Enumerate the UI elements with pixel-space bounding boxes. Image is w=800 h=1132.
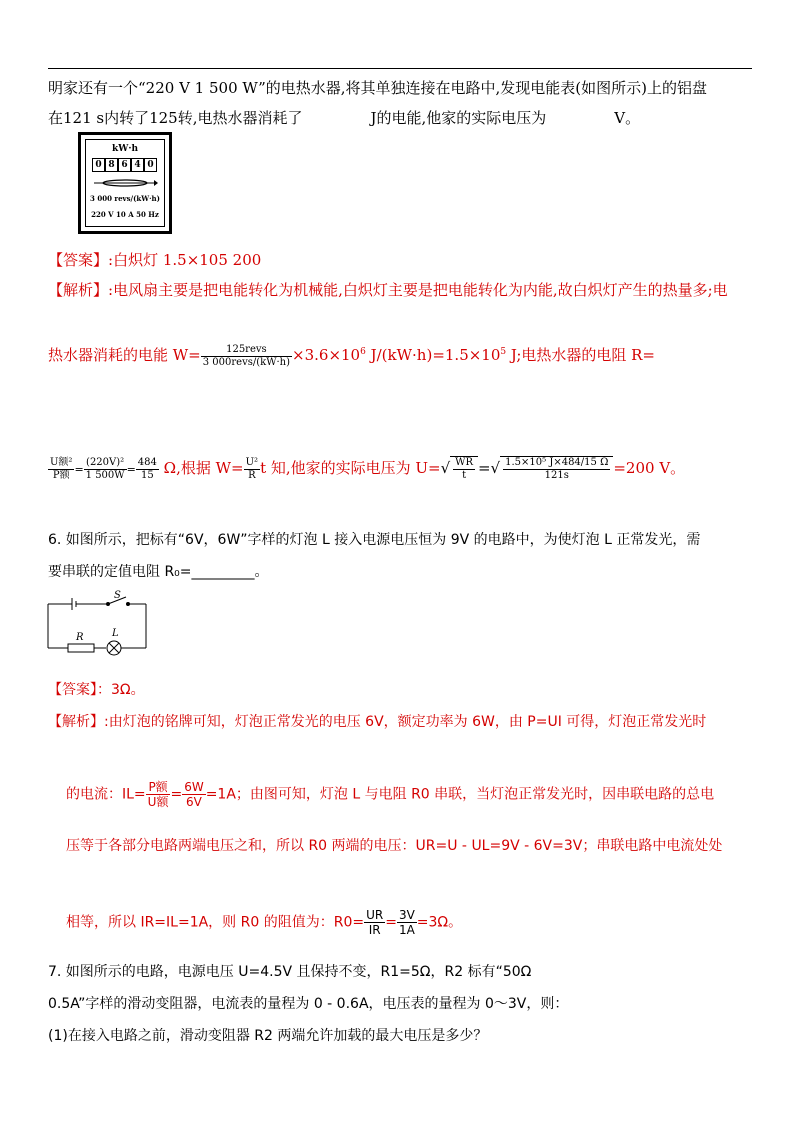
fraction-numerator: U额² <box>50 456 73 468</box>
fraction <box>136 457 159 482</box>
q5-analysis-2 <box>48 342 655 369</box>
answer-text: ：3Ω。 <box>97 682 145 698</box>
header-rule <box>48 68 752 69</box>
fraction-denominator: 121s <box>544 470 569 481</box>
analysis-text: 相等，所以 IR=IL=1A，则 R0 的阻值为：R0= <box>66 914 365 931</box>
analysis-text: :由灯泡的铭牌可知，灯泡正常发光的电压 6V，额定功率为 6W，由 P=UI 可得，灯泡正常发光时 <box>104 714 707 730</box>
fraction-numerator: U² <box>245 456 259 468</box>
fraction <box>48 457 74 482</box>
meter-digit: 8 <box>105 158 118 172</box>
fraction-denominator: 1 500W <box>85 469 125 481</box>
fraction-numerator: (220V)² <box>84 457 127 470</box>
fraction-denominator: IR <box>368 923 381 937</box>
fraction-numerator: 3V <box>398 908 415 922</box>
fraction <box>84 457 127 482</box>
q5-line1: 明家还有一个“220 V 1 500 W”的电热水器,将其单独连接在电路中,发现电能表(如图所示)上的铝盘 <box>48 79 707 97</box>
q5-line2 <box>48 108 640 128</box>
fraction-numerator: 6W <box>184 780 204 794</box>
square-root <box>450 456 478 482</box>
meter-spec-revs: 3 000 revs/(kW·h) <box>90 194 160 203</box>
fraction-denominator: t <box>462 470 467 481</box>
analysis-text: =1A；由图可知，灯泡 L 与电阻 R0 串联，当灯泡正常发光时，因串联电路的总电 <box>205 786 715 803</box>
fraction-numerator: UR <box>366 908 384 922</box>
circuit-diagram <box>46 588 150 656</box>
q5-analysis-3: $\frac{\text{U额²}}{\text{P额}}$ = $\frac{\text{(220V)²}}{1 500W}$ = $\frac{484}{15}$ Ω,根据 W= $\frac{\text{U²}}{R}$ t 知,他家的实际电压为 U=√ $\frac{WR}{t}$ =√ $\frac{\text{1.5×10⁵ J×484/15 Ω}}{121s}$ =200 V。 <box>50 456 686 481</box>
meter-unit: kW·h <box>111 144 139 154</box>
fraction-denominator: P额 <box>52 469 70 481</box>
meter-disc-arrow-icon <box>92 176 158 190</box>
electric-meter-figure <box>78 132 172 234</box>
meter-spec-rating: 220 V 10 A 50 Hz <box>91 210 159 219</box>
switch-label: S <box>114 590 121 601</box>
q5-line2-text-c: V。 <box>614 109 641 127</box>
q5-line2-text-b: J的电能,他家的实际电压为 <box>370 109 547 127</box>
q6-analysis-1 <box>48 712 706 732</box>
analysis-text: =3Ω。 <box>416 914 463 931</box>
fraction <box>146 780 171 809</box>
exponent: 5 <box>500 347 507 357</box>
fraction-numerator: P额 <box>146 780 171 795</box>
answer-label: 【答案】 <box>48 682 97 698</box>
q6-analysis-4: 相等，所以 IR=IL=1A，则 R0 的阻值为：R0= $\frac{UR}{IR}$ = $\frac{3V}{1A}$ =3Ω。 <box>66 908 463 937</box>
fraction-denominator: 1A <box>398 923 415 937</box>
fraction-denominator: 3 000revs/(kW·h) <box>202 356 291 368</box>
meter-digits <box>92 158 157 172</box>
analysis-text: =200 V。 <box>613 459 686 477</box>
analysis-label: 【解析】 <box>48 281 109 299</box>
fraction <box>453 457 475 482</box>
analysis-label: 【解析】 <box>48 714 104 730</box>
q7-line3: (1)在接入电路之前，滑动变阻器 R2 两端允许加载的最大电压是多少？ <box>48 1028 488 1044</box>
fraction <box>201 344 292 369</box>
fraction-numerator: 484 <box>137 456 157 468</box>
analysis-text: ×3.6×10 <box>292 346 361 364</box>
analysis-text: J;电热水器的电阻 R= <box>506 346 655 364</box>
fraction-denominator: 15 <box>140 469 154 481</box>
analysis-text: 热水器消耗的电能 W= <box>48 346 201 364</box>
analysis-text: 的电流：IL= <box>66 786 146 803</box>
q5-answer <box>48 250 261 270</box>
analysis-text: t 知,他家的实际电压为 U= <box>260 459 441 477</box>
q7-line2: 0.5A”字样的滑动变阻器，电流表的量程为 0 - 0.6A，电压表的量程为 0～3V，则： <box>48 996 569 1012</box>
q6-answer <box>48 680 145 700</box>
meter-digit: 6 <box>118 158 131 172</box>
analysis-text: Ω,根据 W= <box>163 459 244 477</box>
fraction <box>503 457 610 482</box>
analysis-text: J/(kW·h)=1.5×10 <box>365 346 501 364</box>
analysis-text: :电风扇主要是把电能转化为机械能,白炽灯主要是把电能转化为内能,故白炽灯产生的热量多;电 <box>108 281 728 299</box>
meter-digit: 0 <box>92 158 105 172</box>
fraction <box>364 908 385 937</box>
q5-analysis-1 <box>48 280 728 300</box>
fraction <box>182 780 206 809</box>
q5-line2-text-a: 在121 s内转了125转,电热水器消耗了 <box>48 109 303 127</box>
fraction-numerator: 125revs <box>201 344 292 357</box>
fraction-numerator: 1.5×10⁵ J×484/15 Ω <box>505 457 609 468</box>
fraction-denominator: 6V <box>186 795 202 809</box>
fraction-denominator: R <box>248 469 256 481</box>
square-root <box>500 456 613 482</box>
resistor-label: R <box>76 632 84 643</box>
q6-analysis-3: 压等于各部分电路两端电压之和，所以 R0 两端的电压：UR=U - UL=9V - 6V=3V；串联电路中电流处处 <box>66 838 723 854</box>
fraction-denominator: U额 <box>147 795 169 809</box>
meter-digit: 0 <box>144 158 157 172</box>
meter-digit: 4 <box>131 158 144 172</box>
q6-line2: 要串联的定值电阻 R₀=_________。 <box>48 564 269 580</box>
q7-line1: 7. 如图所示的电路，电源电压 U=4.5V 且保持不变，R1=5Ω，R2 标有“50Ω <box>48 964 532 980</box>
q6-analysis-2: 的电流：IL= $\frac{\text{P额}}{\text{U额}}$ = $\frac{6W}{6V}$ =1A；由图可知，灯泡 L 与电阻 R0 串联，当灯泡正常发光时，因串联电路的总电 <box>66 780 715 809</box>
q6-line1: 6. 如图所示，把标有“6V，6W”字样的灯泡 L 接入电源电压恒为 9V 的电路中，为使灯泡 L 正常发光，需 <box>48 532 701 548</box>
fraction <box>244 457 260 482</box>
fraction <box>397 908 417 937</box>
answer-text: :白炽灯 1.5×105 200 <box>108 251 262 269</box>
exponent: 6 <box>360 347 366 357</box>
fraction-numerator: WR <box>455 457 473 468</box>
lamp-label: L <box>112 628 119 639</box>
answer-label: 【答案】 <box>48 251 109 269</box>
